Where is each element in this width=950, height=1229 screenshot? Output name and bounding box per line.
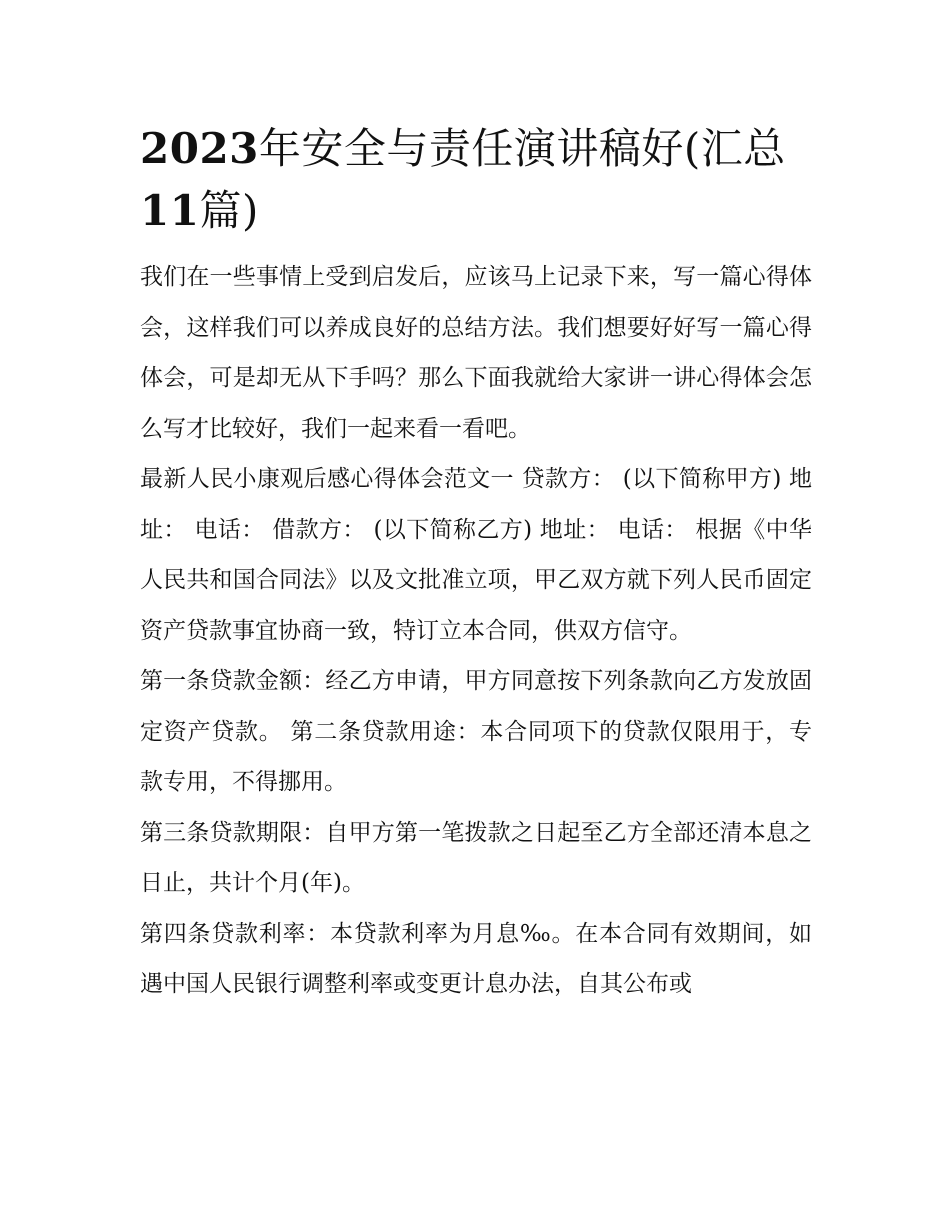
title-text-part1: 年安全与责任演讲稿好(汇总 [258,124,786,173]
paragraph-contract-parties: 最新人民小康观后感心得体会范文一 贷款方： (以下简称甲方) 地址： 电话： 借款方： (以下简称乙方) 地址： 电话： 根据《中华人民共和国合同法》以及文批准立项，甲乙双方就下列人民币固定资产贷款事宜协商一致，特订立本合同，供双方信守。 [140,466,812,644]
document-title [140,118,812,242]
paragraph-article-4: 第四条贷款利率：本贷款利率为月息‰。在本合同有效期间，如遇中国人民银行调整利率或变更计息办法，自其公布或 [140,920,812,997]
title-count: 11 [140,186,200,235]
title-year: 2023 [140,124,259,173]
title-text-part2: 篇) [199,186,259,235]
paragraph-article-1-2: 第一条贷款金额：经乙方申请，甲方同意按下列条款向乙方发放固定资产贷款。 第二条贷款用途：本合同项下的贷款仅限用于，专款专用，不得挪用。 [140,668,812,795]
paragraph-intro: 我们在一些事情上受到启发后，应该马上记录下来，写一篇心得体会，这样我们可以养成良好的总结方法。我们想要好好写一篇心得体会，可是却无从下手吗？那么下面我就给大家讲一讲心得体会怎么写才比较好，我们一起来看一看吧。 [140,264,812,442]
paragraph-article-3: 第三条贷款期限：自甲方第一笔拨款之日起至乙方全部还清本息之日止，共计个月(年)。 [140,819,812,896]
document-body [140,118,812,1010]
